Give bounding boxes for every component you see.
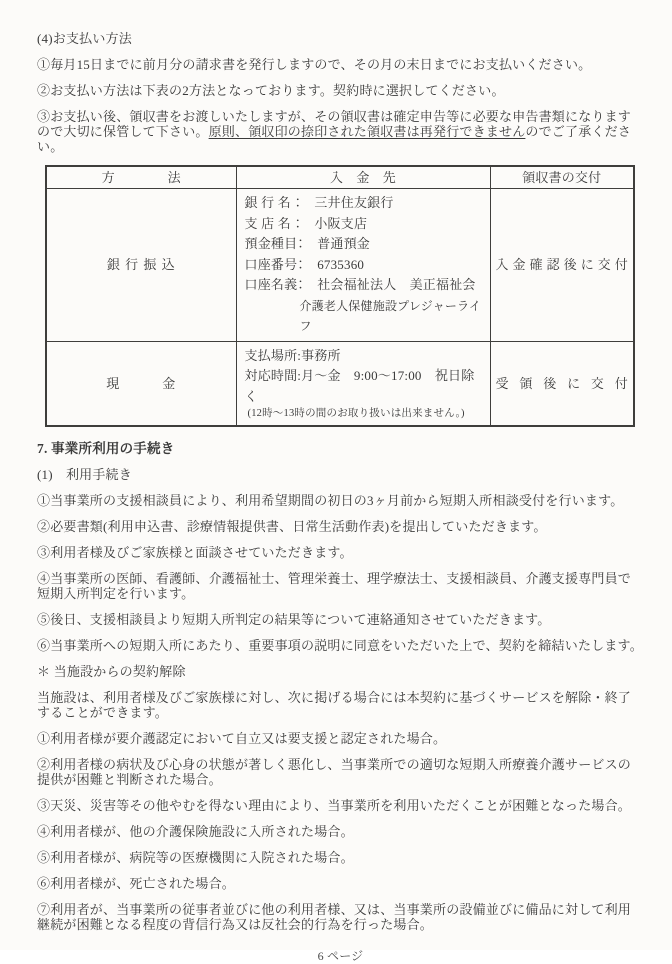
bank-transfer-receipt: 入 金 確 認 後 に 交 付 bbox=[490, 189, 634, 342]
payment-method-table bbox=[45, 165, 635, 427]
procedure-item-5: ⑤後日、支援相談員より短期入所判定の結果等について連絡通知させていただきます。 bbox=[37, 612, 551, 627]
termination-item-7: ⑦利用者が、当事業所の従事者並びに他の利用者様、又は、当事業所の設備並びに備品に対して利用継続が困難となる程度の背信行為又は反社会的行為を行った場合。 bbox=[37, 902, 632, 932]
payment-place-line: 支払場所:事務所 bbox=[244, 347, 341, 363]
header-method: 方 法 bbox=[46, 166, 236, 189]
bank-transfer-details bbox=[236, 189, 490, 342]
business-hours-line: 対応時間:月～金 9:00～17:00 祝日除く bbox=[244, 368, 475, 404]
procedure-section bbox=[37, 441, 644, 653]
payment-para-3 bbox=[37, 109, 644, 154]
procedure-item-4: ④当事業所の医師、看護師、介護福祉士、管理栄養士、理学療法士、支援相談員、介護支援専門員で短期入所判定を行います。 bbox=[37, 571, 632, 601]
account-type-line: 預金種目： 普通預金 bbox=[244, 236, 371, 251]
cash-details bbox=[236, 341, 490, 426]
branch-name-line: 支 店 名 ： 小阪支店 bbox=[244, 215, 368, 231]
payment-heading: (4)お支払い方法 bbox=[37, 31, 132, 46]
lunch-break-note-line: (12時～13時の間のお取り扱いは出来ません。) bbox=[247, 408, 465, 419]
procedure-item-3: ③利用者様及びご家族様と面談させていただきます。 bbox=[37, 545, 353, 560]
procedure-subheading: (1) 利用手続き bbox=[37, 467, 132, 482]
facility-name-line: 介護老人保健施設プレジャーライフ bbox=[299, 298, 482, 333]
procedure-heading: 7. 事業所利用の手続き bbox=[37, 441, 175, 456]
termination-item-5: ⑤利用者様が、病院等の医療機関に入院された場合。 bbox=[37, 850, 354, 865]
termination-item-4: ④利用者様が、他の介護保険施設に入所された場合。 bbox=[37, 824, 354, 839]
table-header-row bbox=[46, 166, 634, 189]
cash-receipt: 受 領 後 に 交 付 bbox=[490, 341, 634, 426]
termination-item-3: ③天災、災害等その他やむを得ない理由により、当事業所を利用いただくことが困難となった場合。 bbox=[37, 798, 632, 813]
termination-item-2: ②利用者様の病状及び心身の状態が著しく悪化し、当事業所での適切な短期入所療養介護サービスの提供が困難と判断された場合。 bbox=[37, 757, 632, 787]
page-footer bbox=[37, 949, 644, 964]
procedure-item-1: ①当事業所の支援相談員により、利用希望期間の初日の3ヶ月前から短期入所相談受付を行います。 bbox=[37, 493, 624, 508]
header-receipt: 領収書の交付 bbox=[490, 166, 634, 189]
payment-para-3-underlined: 原則、領収印の捺印された領収書は再発行できません bbox=[208, 124, 526, 139]
payment-para-3-post: のでご了承ください。 bbox=[37, 124, 632, 154]
cash-method: 現 金 bbox=[46, 341, 236, 426]
bank-name-line: 銀 行 名 ： 三井住友銀行 bbox=[244, 195, 394, 210]
procedure-item-6: ⑥当事業所への短期入所にあたり、重要事項の説明に同意をいただいた上で、契約を締結いたします。 bbox=[37, 638, 643, 653]
payment-para-3-pre: ③お支払い後、領収書をお渡しいたしますが、その領収書は確定申告等に必要な申告書類になりますので大切に保管して下さい。 bbox=[37, 109, 632, 139]
header-payee: 入 金 先 bbox=[236, 166, 490, 189]
payment-section bbox=[37, 31, 644, 427]
bank-transfer-method: 銀 行 振 込 bbox=[46, 189, 236, 342]
account-holder-line: 口座名義： 社会福祉法人 美正福祉会 bbox=[244, 277, 476, 292]
table-row-cash bbox=[46, 341, 634, 426]
termination-item-1: ①利用者様が要介護認定において自立又は要支援と認定された場合。 bbox=[37, 731, 447, 746]
table-row-bank-transfer bbox=[46, 189, 634, 342]
termination-heading: ＊ 当施設からの契約解除 bbox=[37, 664, 186, 679]
account-number-line: 口座番号： 6735360 bbox=[244, 256, 365, 272]
payment-para-2: ②お支払い方法は下表の2方法となっております。契約時に選択してください。 bbox=[37, 83, 505, 98]
termination-section bbox=[37, 664, 644, 932]
termination-item-6: ⑥利用者様が、死亡された場合。 bbox=[37, 876, 236, 891]
page-number-label: 6 ページ bbox=[317, 949, 364, 963]
termination-intro: 当施設は、利用者様及びご家族様に対し、次に掲げる場合には本契約に基づくサービスを解除・終了することができます。 bbox=[37, 690, 632, 720]
procedure-item-2: ②必要書類(利用申込書、診療情報提供書、日常生活動作表)を提出していただきます。 bbox=[37, 519, 547, 534]
payment-para-1: ①毎月15日までに前月分の請求書を発行しますので、その月の末日までにお支払いください。 bbox=[37, 57, 592, 72]
